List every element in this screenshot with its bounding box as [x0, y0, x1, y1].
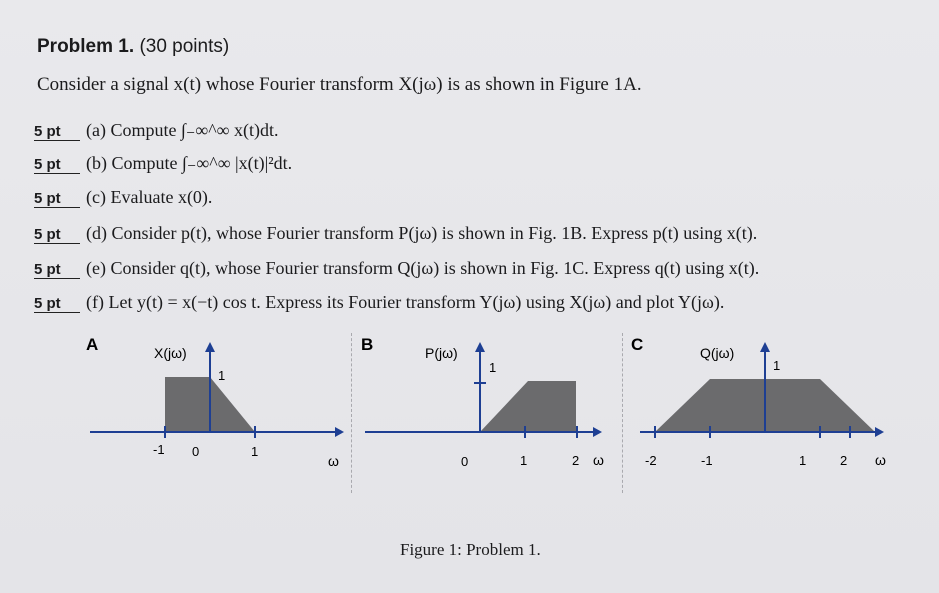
question-text: (b) Compute ∫₋∞^∞ |x(t)|²dt. [86, 153, 293, 173]
problem-intro: Consider a signal x(t) whose Fourier transform X(jω) is as shown in Figure 1A. [37, 74, 642, 95]
question-a [34, 120, 279, 141]
problem-points: (30 points) [139, 36, 230, 57]
tick-label: 2 [840, 453, 848, 468]
transform-shape [480, 381, 576, 432]
y-axis-arrow-icon [475, 342, 485, 352]
peak-label: 1 [773, 358, 781, 373]
x-axis-arrow-icon [335, 427, 344, 437]
tick-label: 1 [251, 444, 259, 459]
question-points: 5 pt [34, 156, 80, 174]
figure-letter: B [361, 335, 374, 354]
question-c [34, 187, 212, 208]
question-text: (d) Consider p(t), whose Fourier transform P(jω) is shown in Fig. 1B. Express p(t) using x(t). [86, 223, 758, 243]
x-axis-label: ω [593, 452, 604, 468]
tick-label: -2 [645, 453, 657, 468]
question-text: (a) Compute ∫₋∞^∞ x(t)dt. [86, 120, 279, 140]
question-f [34, 292, 724, 313]
y-axis-arrow-icon [760, 342, 770, 352]
y-axis-label: Q(jω) [700, 345, 735, 361]
tick-label: 0 [192, 444, 200, 459]
question-text: (f) Let y(t) = x(−t) cos t. Express its Fourier transform Y(jω) using X(jω) and plot Y(jω). [86, 292, 725, 312]
figure-a [80, 328, 350, 478]
figure-divider [622, 333, 623, 493]
problem-title [37, 36, 229, 58]
question-points: 5 pt [34, 123, 80, 141]
question-points: 5 pt [34, 190, 80, 208]
figure-c [625, 328, 925, 478]
figure-caption: Figure 1: Problem 1. [400, 540, 541, 559]
figure-b-plot [355, 328, 620, 478]
question-e [34, 258, 759, 279]
y-axis-label: P(jω) [425, 345, 458, 361]
y-axis-arrow-icon [205, 342, 215, 352]
tick-label: -1 [153, 442, 165, 457]
question-d [34, 223, 757, 244]
peak-label: 1 [218, 368, 226, 383]
peak-label: 1 [489, 360, 497, 375]
problem-number: Problem 1. [37, 36, 135, 57]
x-axis-label: ω [875, 452, 886, 468]
tick-label: 1 [799, 453, 807, 468]
x-axis-label: ω [328, 453, 339, 469]
y-axis-label: X(jω) [154, 345, 187, 361]
question-text: (e) Consider q(t), whose Fourier transform Q(jω) is shown in Fig. 1C. Express q(t) using x(t). [86, 258, 760, 278]
figure-divider [351, 333, 352, 493]
x-axis-arrow-icon [875, 427, 884, 437]
tick-label: -1 [701, 453, 713, 468]
tick-label: 1 [520, 453, 528, 468]
question-points: 5 pt [34, 295, 80, 313]
figure-letter: C [631, 335, 644, 354]
tick-label: 0 [461, 454, 469, 469]
figure-b [355, 328, 620, 478]
figure-c-plot [625, 328, 925, 478]
question-text: (c) Evaluate x(0). [86, 187, 213, 207]
x-axis-arrow-icon [593, 427, 602, 437]
figure-a-plot [80, 328, 350, 478]
tick-label: 2 [572, 453, 580, 468]
question-points: 5 pt [34, 226, 80, 244]
figure-letter: A [86, 335, 99, 354]
question-points: 5 pt [34, 261, 80, 279]
question-b [34, 153, 292, 174]
